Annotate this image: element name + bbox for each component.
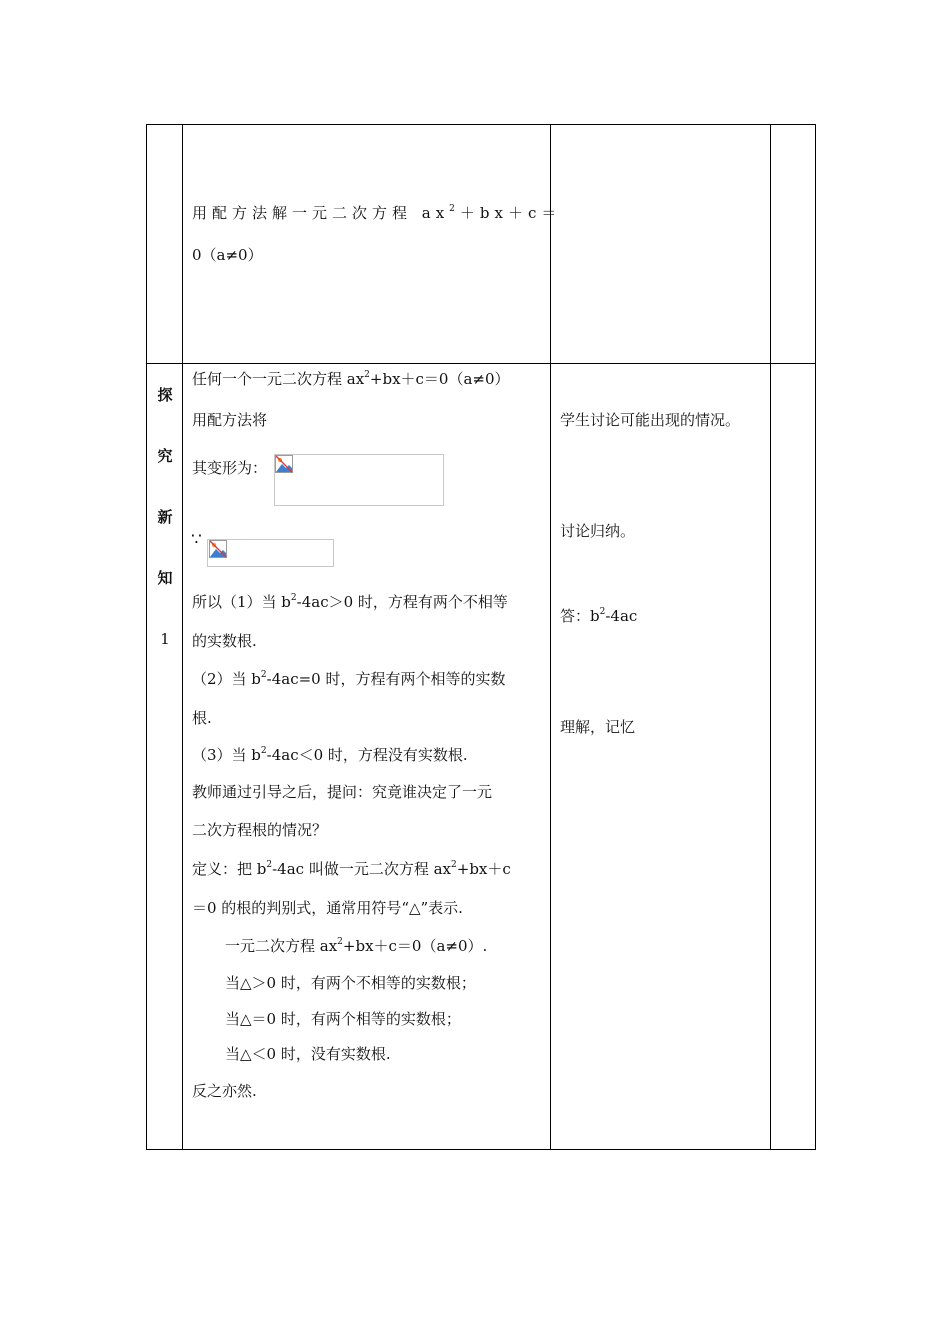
column-divider-1 — [182, 124, 183, 1150]
column-divider-3 — [770, 124, 771, 1150]
content-line-15: 当△＞0 时，有两个不相等的实数根； — [225, 974, 476, 992]
content-line-3: 其变形为： — [192, 459, 268, 477]
broken-image-icon — [209, 540, 227, 558]
content-line-12: 定义：把 $b^2-4ac$ 叫做一元二次方程 $ax^2+bx+c$ — [192, 860, 511, 878]
content-line-7: （2）当 $b^2-4ac=0$ 时，方程有两个相等的实数 — [192, 670, 506, 688]
row-divider — [146, 363, 816, 364]
content-line-1: 任何一个一元二次方程 $ax^2+bx+c=0(a\ne 0)$ — [192, 370, 510, 388]
row1-title-line1: 用配方法解一元二次方程 $ax^2+bx+c=$ — [192, 204, 562, 222]
content-line-14: 一元二次方程 $ax^2+bx+c=0(a\ne 0)$. — [225, 937, 488, 955]
table-border-top — [146, 124, 816, 125]
table-border-right — [815, 124, 816, 1150]
content-line-5: 所以（1）当 $b^2-4ac>0$ 时，方程有两个不相等 — [192, 593, 508, 611]
row1-title-line2: 0（a≠0） — [192, 246, 263, 264]
content-line-18: 反之亦然. — [192, 1082, 257, 1100]
content-line-11: 二次方程根的情况？ — [192, 821, 328, 839]
stage-char-5: 1 — [160, 630, 170, 648]
student-note-1: 学生讨论可能出现的情况。 — [560, 411, 741, 429]
content-line-2: 用配方法将 — [192, 411, 268, 429]
column-divider-2 — [550, 124, 551, 1150]
student-note-3: 答：$b^2-4ac$ — [560, 607, 638, 625]
broken-image-icon — [275, 455, 293, 473]
content-line-8: 根. — [192, 709, 212, 727]
content-line-13: ＝0 的根的判别式，通常用符号“△”表示. — [192, 899, 463, 917]
table-border-left — [146, 124, 147, 1150]
content-line-17: 当△＜0 时，没有实数根. — [225, 1045, 391, 1063]
table-border-bottom — [146, 1149, 816, 1150]
content-line-16: 当△＝0 时，有两个相等的实数根； — [225, 1010, 461, 1028]
content-line-4: ∵ — [191, 530, 202, 550]
stage-char-1: 探 — [157, 386, 173, 404]
stage-char-3: 新 — [157, 508, 173, 526]
student-note-2: 讨论归纳。 — [560, 522, 636, 540]
stage-char-2: 究 — [157, 447, 173, 465]
content-line-10: 教师通过引导之后，提问：究竟谁决定了一元 — [192, 783, 493, 801]
content-line-9: （3）当 $b^2-4ac<0$ 时，方程没有实数根. — [192, 746, 468, 764]
content-line-6: 的实数根. — [192, 632, 257, 650]
student-note-4: 理解，记忆 — [560, 718, 636, 736]
formula-image-1 — [274, 454, 444, 506]
stage-char-4: 知 — [157, 569, 173, 587]
